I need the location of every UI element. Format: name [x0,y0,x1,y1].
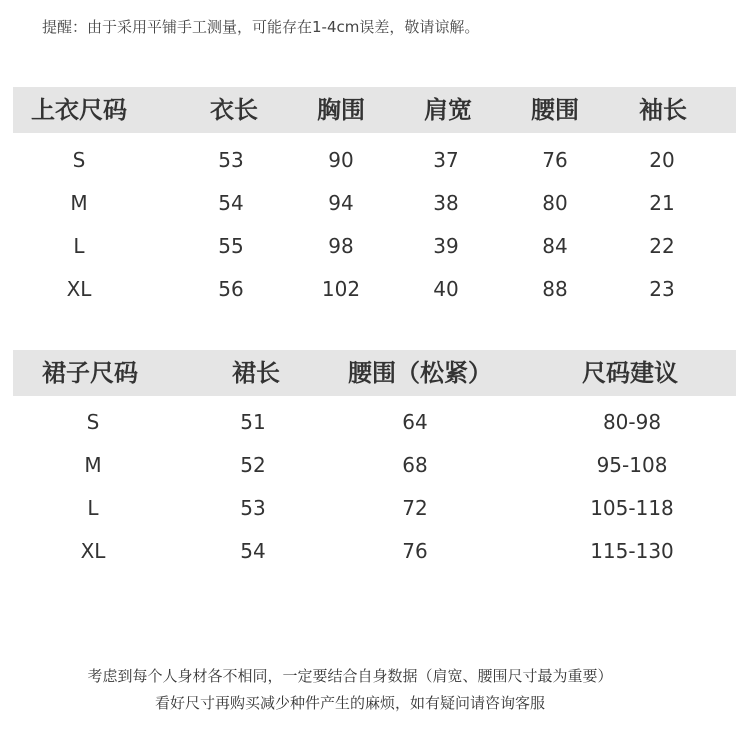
chest-cell: 98 [328,234,354,258]
header-top-size: 上衣尺码 [31,96,127,124]
size-suggestion-cell: 115-130 [590,539,674,563]
table-row [0,493,750,523]
sleeve-cell: 21 [649,191,675,215]
shoulder-cell: 37 [433,148,459,172]
chest-cell: 90 [328,148,354,172]
header-length: 衣长 [210,96,258,124]
length-cell: 53 [218,148,244,172]
header-skirt-size: 裙子尺码 [42,359,138,387]
skirt-waist-cell: 72 [402,496,428,520]
chest-cell: 94 [328,191,354,215]
skirt-length-cell: 54 [240,539,266,563]
table-row [0,188,750,218]
size-cell: M [70,191,88,215]
sleeve-cell: 20 [649,148,675,172]
waist-cell: 80 [542,191,568,215]
size-cell: S [72,148,86,172]
skirt-waist-cell: 68 [402,453,428,477]
length-cell: 54 [218,191,244,215]
top-table-header [13,87,736,133]
size-suggestion-cell: 95-108 [596,453,668,477]
size-cell: L [73,234,85,258]
waist-cell: 88 [542,277,568,301]
shoulder-cell: 38 [433,191,459,215]
measurement-notice: 提醒：由于采用平铺手工测量，可能存在1-4cm误差，敬请谅解。 [42,18,480,36]
size-cell: L [87,496,99,520]
skirt-table-header [13,350,736,396]
table-row [0,536,750,566]
chest-cell: 102 [321,277,361,301]
length-cell: 55 [218,234,244,258]
sleeve-cell: 22 [649,234,675,258]
size-cell: XL [66,277,92,301]
table-row [0,450,750,480]
skirt-waist-cell: 76 [402,539,428,563]
header-size-suggestion: 尺码建议 [582,359,678,387]
footer-note-1: 考虑到每个人身材各不相同，一定要结合自身数据（肩宽、腰围尺寸最为重要） [87,667,613,685]
skirt-length-cell: 53 [240,496,266,520]
table-row [0,231,750,261]
table-row [0,407,750,437]
shoulder-cell: 39 [433,234,459,258]
header-skirt-waist: 腰围（松紧） [348,359,492,387]
skirt-length-cell: 52 [240,453,266,477]
size-cell: S [86,410,100,434]
header-sleeve: 袖长 [639,96,687,124]
size-cell: M [84,453,102,477]
footer-note-2: 看好尺寸再购买减少种件产生的麻烦，如有疑问请咨询客服 [154,694,545,712]
sleeve-cell: 23 [649,277,675,301]
skirt-waist-cell: 64 [402,410,428,434]
waist-cell: 76 [542,148,568,172]
header-chest: 胸围 [317,96,365,124]
header-skirt-length: 裙长 [232,359,280,387]
size-suggestion-cell: 105-118 [590,496,674,520]
table-row [0,145,750,175]
waist-cell: 84 [542,234,568,258]
size-suggestion-cell: 80-98 [602,410,662,434]
length-cell: 56 [218,277,244,301]
header-waist: 腰围 [531,96,579,124]
skirt-length-cell: 51 [240,410,266,434]
shoulder-cell: 40 [433,277,459,301]
size-cell: XL [80,539,106,563]
header-shoulder: 肩宽 [424,96,472,124]
table-row [0,274,750,304]
